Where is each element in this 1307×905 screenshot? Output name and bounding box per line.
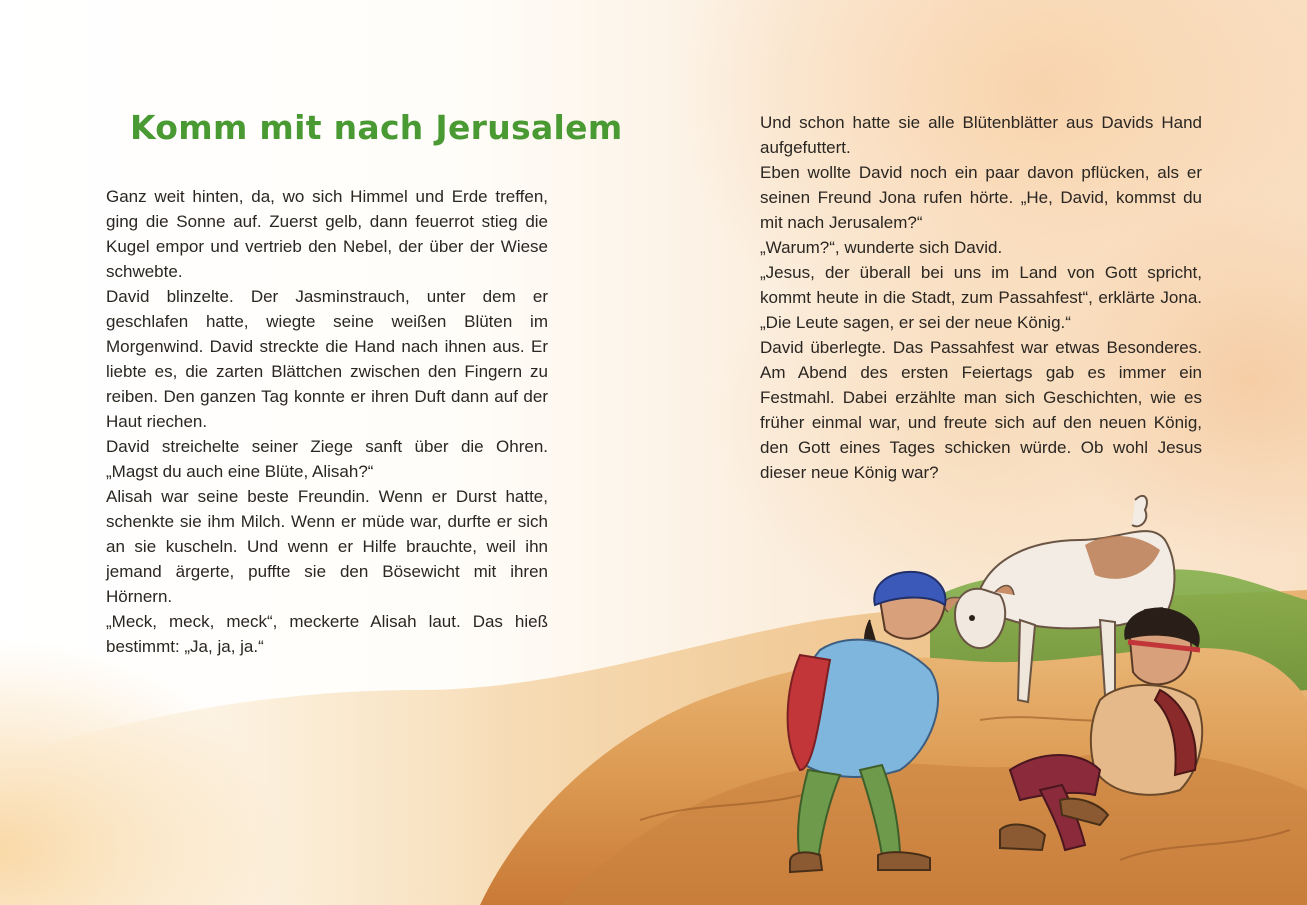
paragraph: David streichelte seiner Ziege sanft über die Ohren. „Magst du auch eine Blüte, Alisah?“	[106, 437, 548, 481]
paragraph: „Jesus, der überall bei uns im Land von Gott spricht, kommt heute in die Stadt, zum Passahfest“, erklärte Jona. „Die Leute sagen, er sei der neue König.“	[760, 263, 1202, 332]
paragraph: Ganz weit hinten, da, wo sich Himmel und Erde treffen, ging die Sonne auf. Zuerst gelb, dann feuerrot stieg die Kugel empor und vertrieb den Nebel, der über der Wiese schwebte.	[106, 187, 548, 281]
paragraph: „Warum?“, wunderte sich David.	[760, 238, 1003, 257]
left-text-column	[106, 184, 548, 659]
paragraph: David blinzelte. Der Jasminstrauch, unter dem er geschlafen hatte, wiegte seine weißen Blüten im Morgenwind. David streckte die Hand nach ihnen aus. Er liebte es, die zarten Blättchen zwischen den Fingern zu reiben. Den ganzen Tag konnte er ihren Duft dann auf der Haut riechen.	[106, 287, 548, 431]
paragraph: Eben wollte David noch ein paar davon pflücken, als er seinen Freund Jona rufen hörte. „He, David, kommst du mit nach Jerusalem?“	[760, 163, 1202, 232]
paragraph: Alisah war seine beste Freundin. Wenn er Durst hatte, schenkte sie ihm Milch. Wenn er müde war, durfte er sich an sie kuscheln. Und wenn er Hilfe brauchte, weil ihn jemand ärgerte, puffte sie den Bösewicht mit ihren Hörnern.	[106, 487, 548, 606]
paragraph: David überlegte. Das Passahfest war etwas Besonderes. Am Abend des ersten Feiertags gab es immer ein Festmahl. Dabei erzählte man sich Geschichten, wie es früher einmal war, und freute sich auf den neuen König, den Gott eines Tages schicken würde. Ob wohl Jesus dieser neue König war?	[760, 338, 1202, 482]
paragraph: „Meck, meck, meck“, meckerte Alisah laut. Das hieß bestimmt: „Ja, ja, ja.“	[106, 612, 548, 656]
story-title: Komm mit nach Jerusalem	[130, 108, 623, 147]
right-text-column	[760, 110, 1202, 485]
paragraph: Und schon hatte sie alle Blütenblätter aus Davids Hand aufgefuttert.	[760, 113, 1202, 157]
